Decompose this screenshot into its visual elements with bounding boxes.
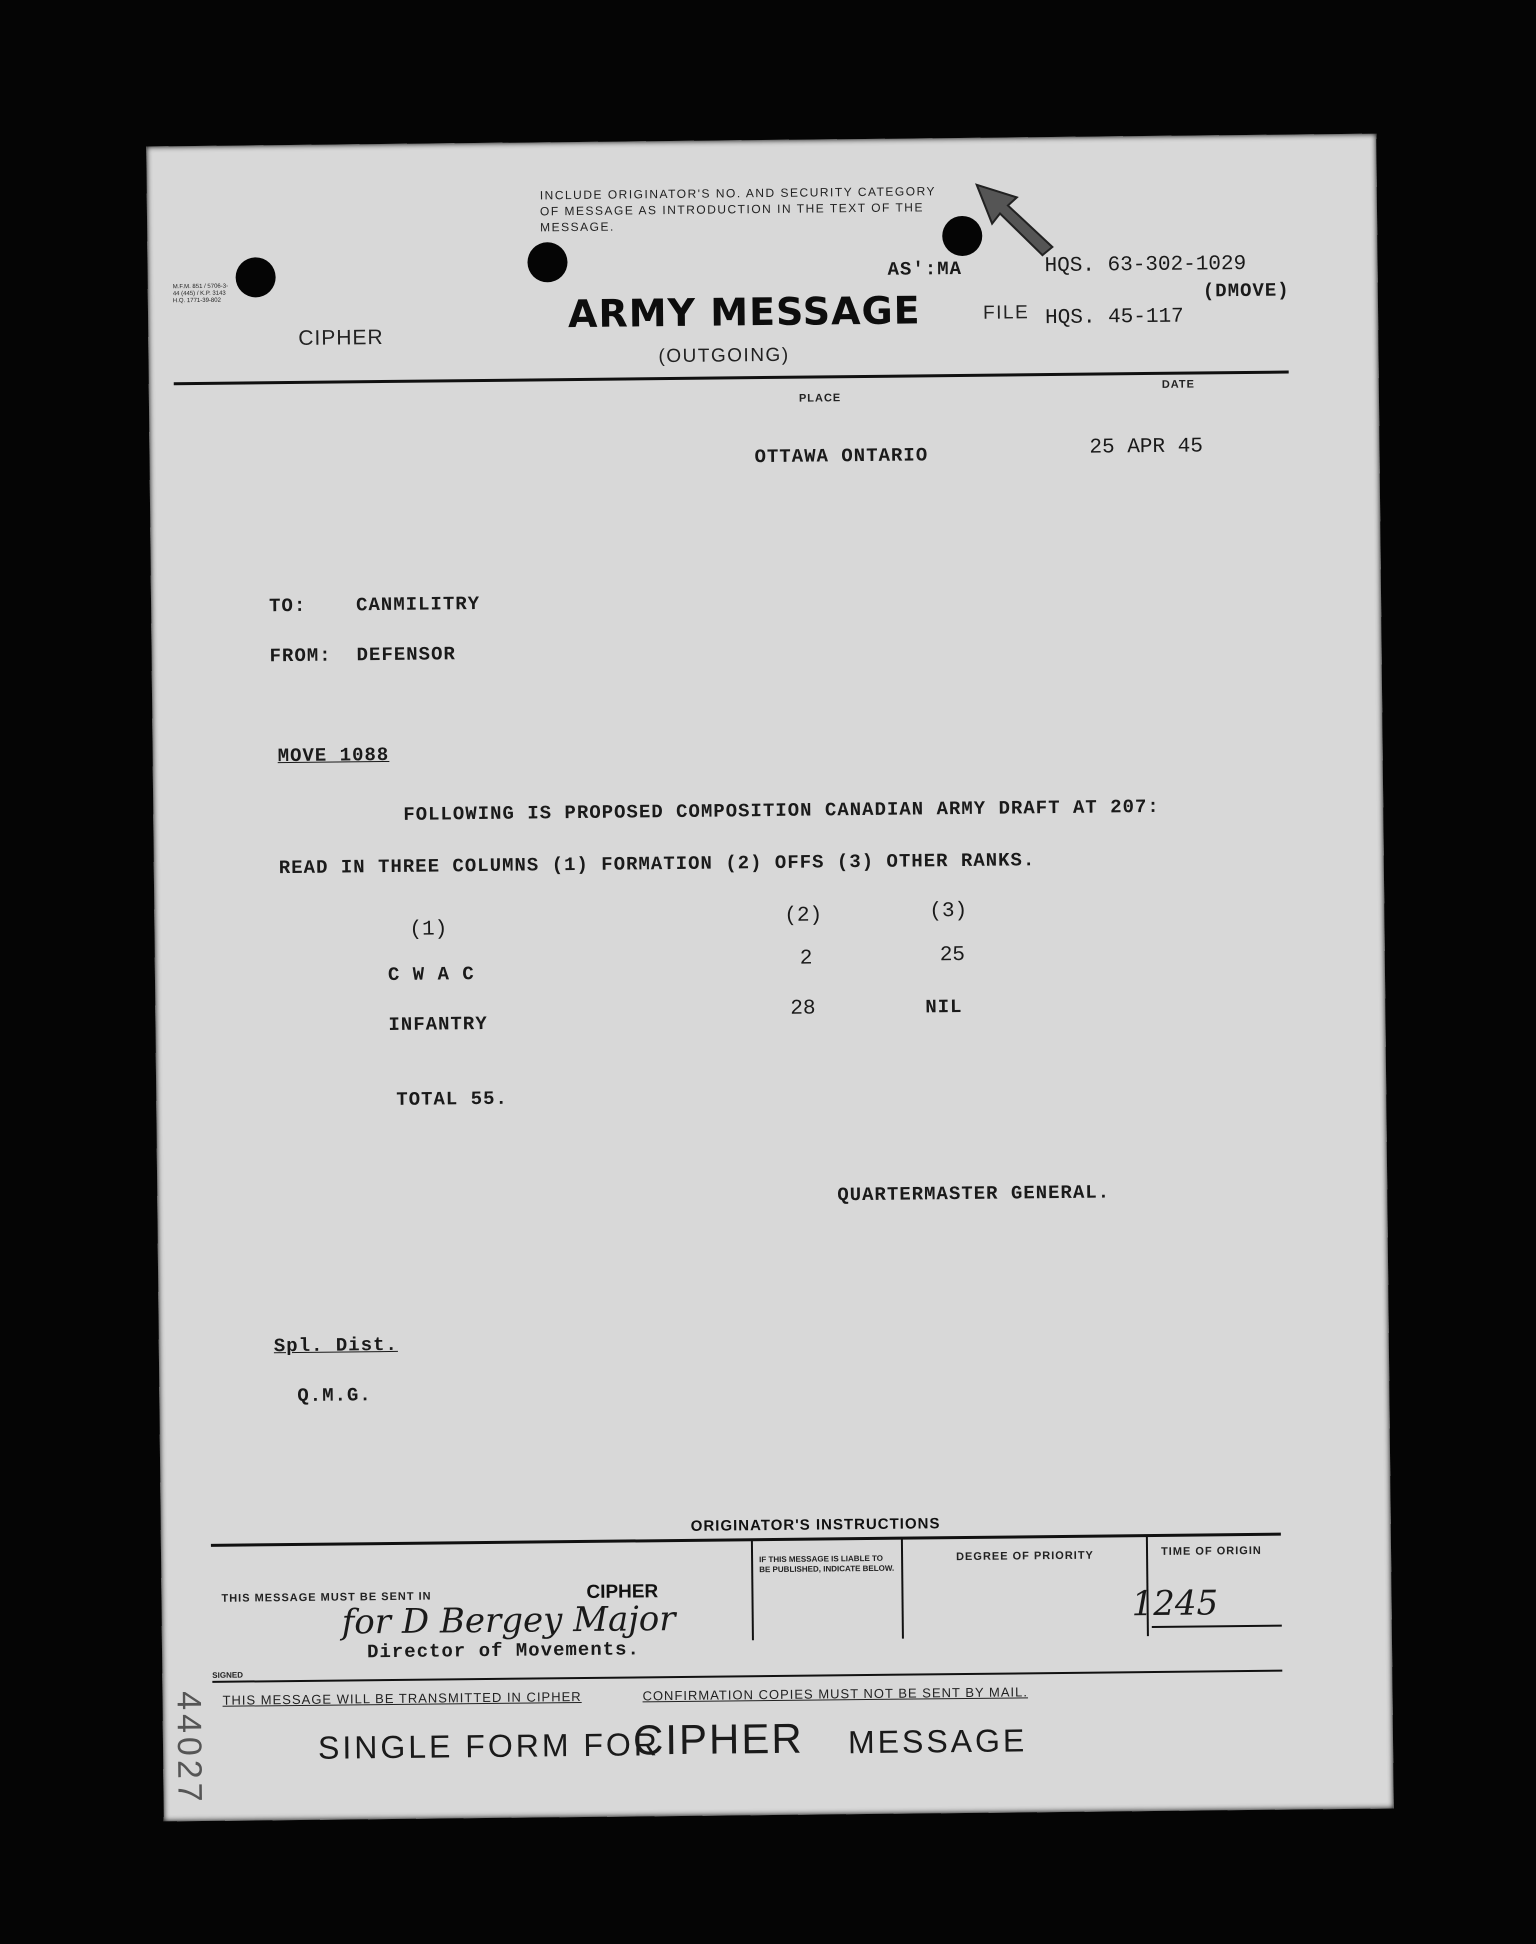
file-ref-primary: HQS. 63-302-1029 (1044, 252, 1247, 279)
from-value: DEFENSOR (356, 643, 456, 667)
column-header-formation: (1) (409, 918, 448, 942)
signed-rule (212, 1670, 1282, 1683)
form-subtitle: (OUTGOING) (658, 344, 790, 368)
punch-hole (527, 242, 567, 282)
punch-hole (235, 257, 275, 297)
initials: AS':MA (887, 257, 963, 281)
form-title-part-c: MESSAGE (847, 1722, 1028, 1761)
to-label: TO: (268, 594, 307, 618)
file-ref-branch: (DMOVE) (1202, 279, 1290, 303)
date-value: 25 APR 45 (1089, 435, 1204, 460)
time-of-origin-value: 1245 (1131, 1583, 1219, 1625)
row-other-ranks: 25 (939, 943, 966, 968)
transmitted-note: THIS MESSAGE WILL BE TRANSMITTED IN CIPHER (222, 1689, 582, 1708)
instructions-divider (751, 1540, 754, 1640)
to-value: CANMILITRY (355, 593, 481, 617)
row-other-ranks: NIL (925, 995, 963, 1019)
form-title-part-b: CIPHER (632, 1714, 804, 1764)
must-be-sent-label: THIS MESSAGE MUST BE SENT IN (221, 1590, 432, 1605)
publish-note: IF THIS MESSAGE IS LIABLE TO BE PUBLISHED, INDICATE BELOW. (759, 1553, 895, 1575)
file-label: FILE (982, 302, 1030, 324)
cipher-label: CIPHER (298, 326, 384, 350)
column-header-offs: (2) (784, 904, 823, 928)
sent-in-value: CIPHER (586, 1581, 659, 1603)
from-label: FROM: (269, 644, 332, 668)
instructions-title: ORIGINATOR'S INSTRUCTIONS (690, 1515, 941, 1535)
place-value: OTTAWA ONTARIO (754, 444, 929, 469)
arrow-stamp-icon (972, 179, 1063, 260)
form-title: ARMY MESSAGE (567, 288, 921, 337)
form-code: M.F.M. 851 / 5706-3-44 (445) / K.P. 3143 H.Q. 1771-39-802 (172, 283, 229, 305)
body-line-1: FOLLOWING IS PROPOSED COMPOSITION CANADIAN ARMY DRAFT AT 207: (403, 795, 1160, 826)
director-line: Director of Movements. (366, 1638, 640, 1664)
priority-label: DEGREE OF PRIORITY (956, 1549, 1094, 1564)
signed-label: SIGNED (212, 1670, 243, 1680)
header-rule (174, 371, 1289, 386)
distribution-value: Q.M.G. (297, 1384, 372, 1407)
instructions-rule-top (211, 1533, 1281, 1547)
message-reference: MOVE 1088 (277, 743, 390, 768)
side-stamp: 44027 (169, 1690, 209, 1806)
row-formation: C W A C (387, 963, 475, 986)
total-line: TOTAL 55. (396, 1087, 508, 1111)
form-instruction: INCLUDE ORIGINATOR'S NO. AND SECURITY CATEGORY OF MESSAGE AS INTRODUCTION IN THE TEXT OF THE MESSAGE. (539, 184, 936, 235)
row-offs: 2 (799, 947, 813, 971)
column-header-other-ranks: (3) (929, 899, 968, 924)
confirmation-note: CONFIRMATION COPIES MUST NOT BE SENT BY MAIL. (642, 1684, 1029, 1704)
place-label: PLACE (798, 392, 842, 405)
instructions-divider (901, 1539, 904, 1639)
row-formation: INFANTRY (388, 1012, 488, 1036)
time-underline (1152, 1625, 1282, 1628)
file-ref-secondary: HQS. 45-117 (1044, 305, 1184, 331)
signature-block: QUARTERMASTER GENERAL. (837, 1181, 1111, 1207)
distribution-label: Spl. Dist. (273, 1333, 398, 1358)
handwritten-signature: for D Bergey Major (341, 1599, 676, 1643)
row-offs: 28 (790, 997, 816, 1021)
body-line-2: READ IN THREE COLUMNS (1) FORMATION (2) OFFS (3) OTHER RANKS. (278, 849, 1036, 880)
message-form (146, 134, 1393, 1822)
date-label: DATE (1161, 378, 1196, 391)
form-title-part-a: SINGLE FORM FOR (317, 1726, 661, 1766)
time-of-origin-label: TIME OF ORIGIN (1160, 1544, 1262, 1558)
